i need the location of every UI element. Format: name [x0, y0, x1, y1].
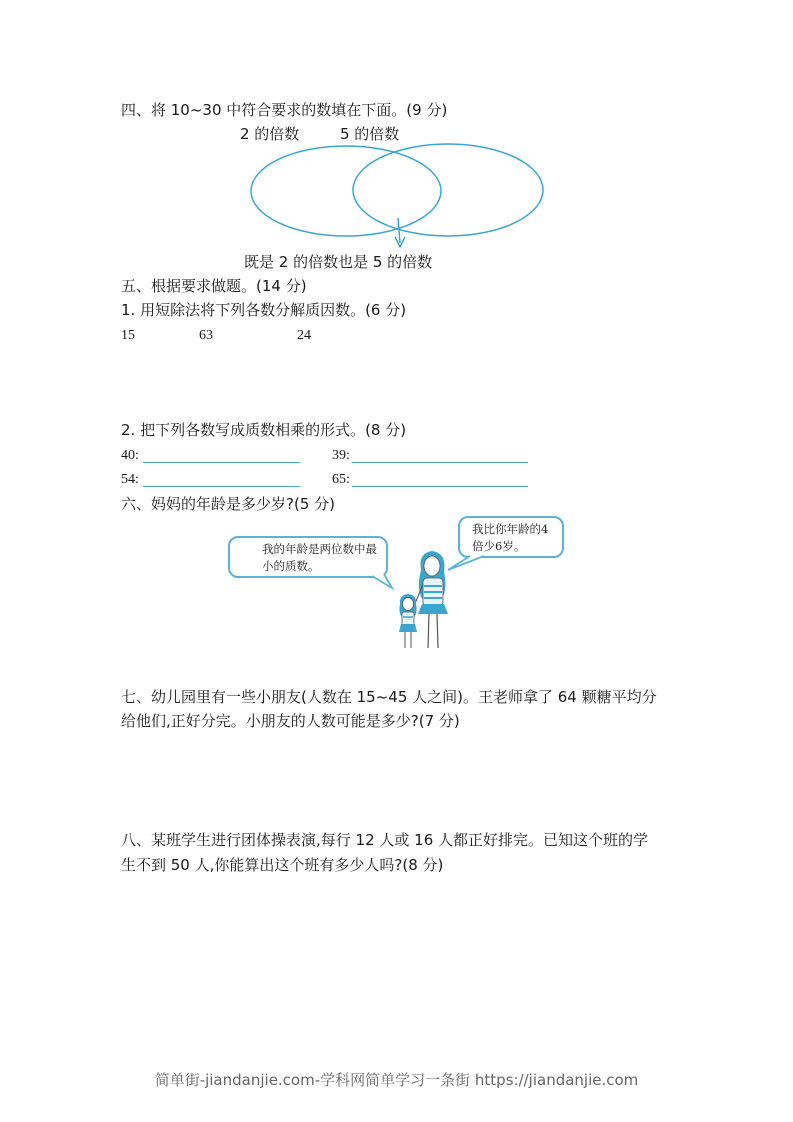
q4-title: 四、将 10~30 中符合要求的数填在下面。(9 分) [121, 101, 448, 119]
speech-bubble-right: 我比你年龄的4倍少6岁。 [458, 516, 564, 558]
q6-title: 六、妈妈的年龄是多少岁?(5 分) [121, 495, 335, 513]
q7-line1: 七、幼儿园里有一些小朋友(人数在 15~45 人之间)。王老师拿了 64 颗糖平均分 [121, 688, 657, 706]
speech-bubble-left: 我的年龄是两位数中最小的质数。 [228, 536, 388, 578]
venn-label-right: 5 的倍数 [340, 125, 400, 143]
daughter-figure [399, 594, 417, 648]
q8-line2: 生不到 50 人,你能算出这个班有多少人吗?(8 分) [121, 856, 444, 874]
item-54-label: 54: [121, 472, 139, 487]
q5-sub2: 2. 把下列各数写成质数相乘的形式。(8 分) [121, 421, 407, 439]
q5-title: 五、根据要求做题。(14 分) [121, 277, 307, 295]
q5-sub1: 1. 用短除法将下列各数分解质因数。(6 分) [121, 301, 407, 319]
item-65-label: 65: [332, 472, 350, 487]
number-63: 63 [199, 328, 213, 343]
venn-label-bottom: 既是 2 的倍数也是 5 的倍数 [244, 253, 433, 271]
mother-figure [414, 551, 448, 648]
footer-watermark: 简单街-jiandanjie.com-学科网简单学习一条街 https://jiandanjie.com [154, 1071, 639, 1089]
item-39-label: 39: [332, 448, 350, 463]
venn-label-left: 2 的倍数 [240, 125, 300, 143]
number-24: 24 [297, 328, 311, 343]
number-15: 15 [121, 328, 135, 343]
q8-line1: 八、某班学生进行团体操表演,每行 12 人或 16 人都正好排完。已知这个班的学 [121, 831, 649, 849]
q7-line2: 给他们,正好分完。小朋友的人数可能是多少?(7 分) [121, 712, 460, 730]
item-40-label: 40: [121, 448, 139, 463]
